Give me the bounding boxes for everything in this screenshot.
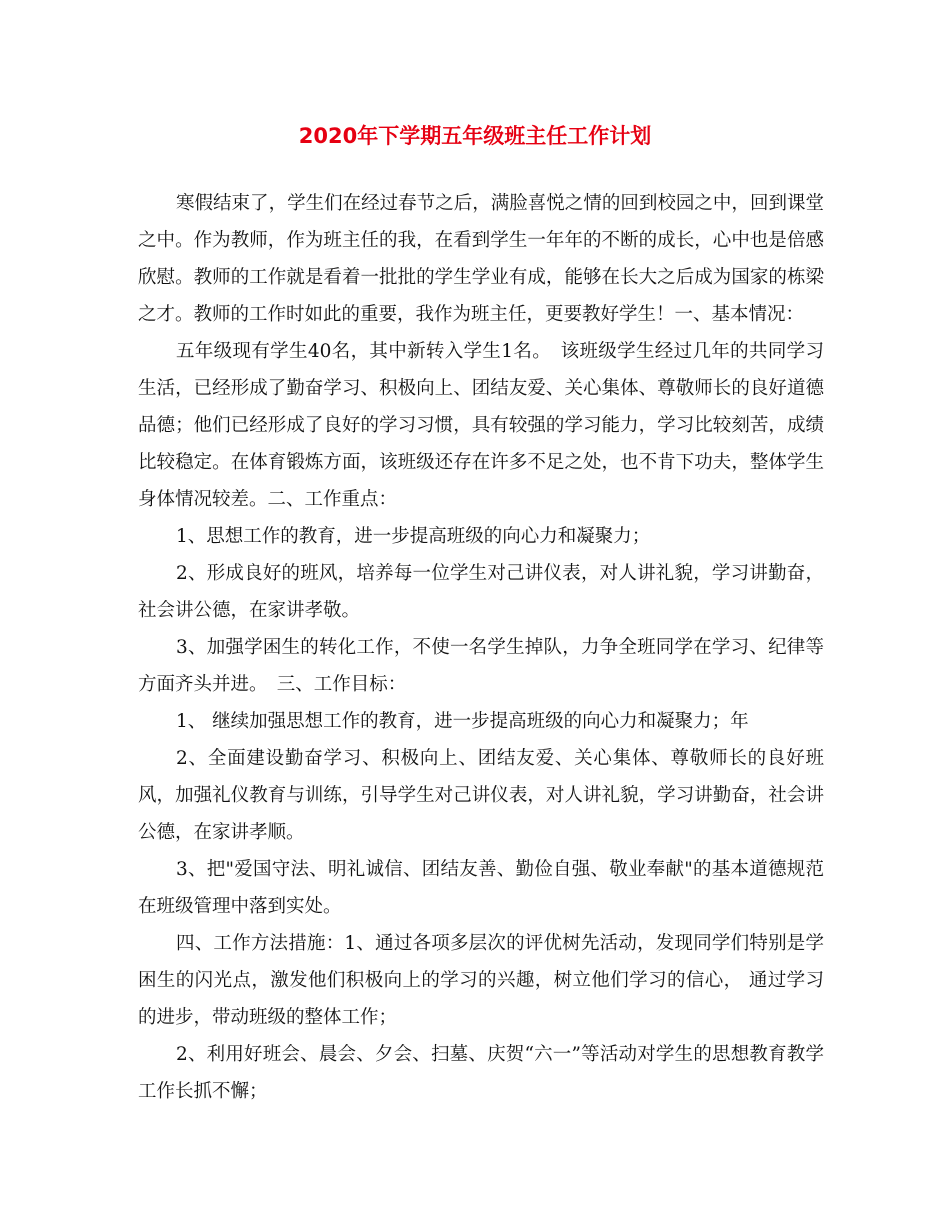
paragraph-intro: 寒假结束了，学生们在经过春节之后，满脸喜悦之情的回到校园之中，回到课堂之中。作为教师，作为班主任的我，在看到学生一年年的不断的成长，心中也是倍感欣慰。教师的工作就是看着一批批的学生学业有成，能够在长大之后成为国家的栋梁之才。教师的工作时如此的重要，我作为班主任，更要教好学生！一、基本情况： xyxy=(138,193,824,325)
paragraph-goal-1: 1、 继续加强思想工作的教育，进一步提高班级的向心力和凝聚力；年 xyxy=(176,711,749,732)
paragraph-method-1: 四、工作方法措施：1、通过各项多层次的评优树先活动，发现同学们特别是学困生的闪光点，激发他们积极向上的学习的兴趣，树立他们学习的信心， 通过学习的进步，带动班级的整体工作； xyxy=(138,933,824,1028)
paragraph-focus-1: 1、思想工作的教育，进一步提高班级的向心力和凝聚力； xyxy=(176,526,651,547)
document-title: 2020年下学期五年级班主任工作计划 xyxy=(298,124,652,148)
paragraph-basic-situation: 五年级现有学生40名，其中新转入学生1名。 该班级学生经过几年的共同学习生活，已经形成了勤奋学习、积极向上、团结友爱、关心集体、尊敬师长的良好道德品德；他们已经形成了良好的学习习惯，具有较强的学习能力，学习比较刻苦，成绩比较稳定。在体育锻炼方面，该班级还存在许多不足之处，也不肯下功夫，整体学生身体情况较差。二、工作重点： xyxy=(138,341,824,510)
paragraph-goal-3: 3、把"爱国守法、明礼诚信、团结友善、勤俭自强、敬业奉献"的基本道德规范在班级管理中落到实处。 xyxy=(138,859,824,917)
paragraph-focus-3: 3、加强学困生的转化工作，不使一名学生掉队，力争全班同学在学习、纪律等方面齐头并进。 三、工作目标： xyxy=(138,637,824,695)
paragraph-focus-2: 2、形成良好的班风，培养每一位学生对己讲仪表，对人讲礼貌，学习讲勤奋，社会讲公德，在家讲孝敬。 xyxy=(138,563,824,621)
paragraph-goal-2: 2、全面建设勤奋学习、积极向上、团结友爱、关心集体、尊敬师长的良好班风，加强礼仪教育与训练，引导学生对己讲仪表，对人讲礼貌，学习讲勤奋，社会讲公德，在家讲孝顺。 xyxy=(138,748,824,843)
paragraph-method-2: 2、利用好班会、晨会、夕会、扫墓、庆贺“六一”等活动对学生的思想教育教学工作长抓不懈； xyxy=(138,1044,824,1102)
document-body xyxy=(138,185,824,1110)
